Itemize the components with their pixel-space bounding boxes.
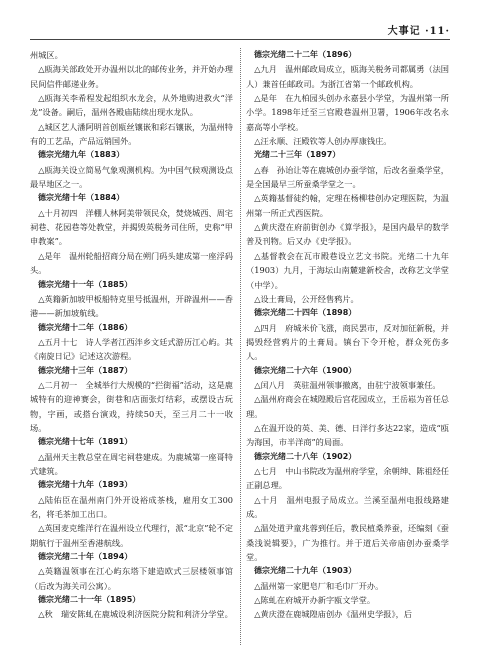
entry-paragraph: △英籍基督徒约翰，定理在杨柳巷创办定理医院，为温州第一所正式西医院。 [246, 193, 449, 218]
entry-paragraph: △四月 府城米价飞涨，商民罢市，反对加征新税，并揭毁经营鸦片的土膏局。镇台下令开枪，群众死伤多人。 [246, 322, 449, 362]
entry-paragraph: △五月十七 诗人学者江西泮乡文廷式游历江心屿。其《南旋日记》记述这次游程。 [30, 336, 233, 362]
entry-paragraph: △瓯海关李希程发起组织水龙会，从外地购进救火“洋龙”设备。嗣后，温州各殿庙陆续出现水龙队。 [30, 93, 233, 118]
entry-paragraph: △黄庆澄在鹿城隍庙创办《温州史学报》，后 [254, 609, 412, 620]
year-heading: 德宗光绪二十六年（1900） [254, 365, 357, 375]
year-heading: 德宗光绪十一年（1885） [38, 279, 133, 289]
entry-paragraph: △在温开设的英、美、德、日洋行多达22家，造成“瓯为海国，市半洋商”的局面。 [246, 422, 449, 448]
right-column [246, 48, 449, 646]
header-rule [30, 39, 450, 40]
entry-paragraph: △七月 中山书院改为温州府学堂，余朝绅、陈祖经任正副总理。 [246, 465, 449, 491]
year-heading: 德宗光绪十年（1884） [38, 193, 125, 203]
entry-paragraph: △陈虬在府城开办新字瓯文学堂。 [254, 595, 376, 606]
entry-paragraph: △温州府商会在城隍殿后宫花园成立，王岳崧为首任总理。 [246, 394, 449, 419]
year-heading: 德宗光绪十二年（1886） [38, 322, 133, 332]
year-heading: 德宗光绪二十二年（1896） [254, 50, 357, 59]
entry-paragraph: △英籍温领事在江心屿东塔下建造欧式三层楼领事馆（后改为海关司公寓）。 [30, 566, 233, 591]
entry-paragraph: △英籍新加坡甲板船特克里号抵温州，开辟温州——香港——新加坡航线。 [30, 293, 233, 319]
year-heading: 德宗光绪二十一年（1895） [38, 595, 141, 605]
entry-paragraph: △城区艺人潘阿明首创瓯丝镶嵌和彩石镶嵌，为温州特有的工艺品，产品远销国外。 [30, 121, 233, 147]
entry-paragraph: △温州第一家肥皂厂和毛巾厂开办。 [254, 580, 384, 591]
left-column [30, 48, 233, 646]
running-head: 大事记 ·11· [387, 26, 450, 37]
entry-paragraph: △瓯海关设立简易气象观测机构。为中国气候观测设点最早地区之一。 [30, 164, 233, 190]
year-heading: 德宗光绪九年（1883） [38, 150, 125, 160]
entry-paragraph: △英国麦克维洋行在温州设立代理行，派“北京”轮不定期航行于温州至香港航线。 [30, 523, 233, 548]
entry-paragraph: △十月 温州电报子局成立。兰溪至温州电报线路建成。 [246, 494, 449, 519]
year-heading: 德宗光绪二十八年（1902） [254, 451, 357, 461]
entry-paragraph: △瓯海关部政处开办温州以北的邮传业务，并开始办理民间信件邮递业务。 [30, 64, 233, 89]
entry-paragraph: △温处道尹童兆蓉到任后，教民植桑养蚕，还编刻《蚕桑浅说辑要》，广为推行。并于道后关帝庙创办蚕桑学堂。 [246, 523, 449, 563]
page-header [30, 0, 450, 44]
entry-paragraph: △温州天主教总堂在周宅祠巷建成。为鹿城第一座哥特式建筑。 [30, 451, 233, 476]
entry-paragraph: △二月初一 全城举行大规模的“拦街福”活动，这是鹿城特有的迎神赛会，街巷和店面张灯结彩，或摆设古玩物，字画，或搭台演戏，持续50天，至三月二十一收场。 [30, 379, 233, 433]
entry-paragraph: △十月初四 洋棚人林阿美带领民众，焚烧城西、周宅祠巷、花园巷等处教堂，并揭毁英税务司住所，史称“甲申教案”。 [30, 207, 233, 247]
entry-paragraph: △汪永顺、汪殿钦等人创办厚康钱庄。 [254, 136, 392, 147]
entry-paragraph: △秋 瑞安陈虬在鹿城设利济医院分院和利济分学堂。 [38, 609, 233, 620]
entry-paragraph: △基督教会在瓦市殿巷设立艺文书院。光绪二十九年（1903）九月，于海坛山南麓建新校舍，改称艺文学堂（中学）。 [246, 250, 449, 290]
year-heading: 德宗光绪十九年（1893） [38, 480, 133, 490]
year-heading: 光绪二十三年（1897） [254, 150, 341, 160]
entry-paragraph: △黄庆澄在府前街创办《算学报》，是国内最早的数学普及刊物。后又办《史学报》。 [246, 222, 449, 247]
entry-paragraph: △陆佑臣在温州南门外开设裕成茶栈，雇用女工300名，将毛茶加工出口。 [30, 494, 233, 519]
year-heading: 德宗光绪二十四年（1898） [254, 308, 357, 318]
entry-paragraph: △闰八月 英驻温州领事撤离，由驻宁波领事兼任。 [254, 379, 441, 390]
year-heading: 德宗光绪二十年（1894） [38, 552, 133, 562]
column-divider [240, 48, 241, 645]
year-heading: 德宗光绪十三年（1887） [38, 365, 133, 375]
entry-paragraph: △设土膏局，公开经售鸦片。 [254, 293, 359, 304]
entry-paragraph: △九月 温州邮政局成立，瓯海关税务司都属勇（法国人）兼首任邮政司。为浙江省第一个邮政机构。 [246, 64, 449, 89]
entry-paragraph: △是年 在九柏园头创办永嘉县小学堂，为温州第一所小学。1898年迁至三官殿巷温州卫署，1906年改名永嘉高等小学校。 [246, 93, 449, 132]
year-heading: 德宗光绪十七年（1891） [38, 437, 133, 447]
year-heading: 德宗光绪二十九年（1903） [254, 566, 357, 576]
entry-paragraph: △春 孙诒让等在鹿城创办蚕学馆，后改名蚕桑学堂，是全国最早三所蚕桑学堂之一。 [246, 164, 449, 190]
entry-paragraph: 州城区。 [30, 50, 63, 60]
entry-paragraph: △是年 温州轮船招商分局在朔门码头建成第一座浮码头。 [30, 250, 233, 276]
